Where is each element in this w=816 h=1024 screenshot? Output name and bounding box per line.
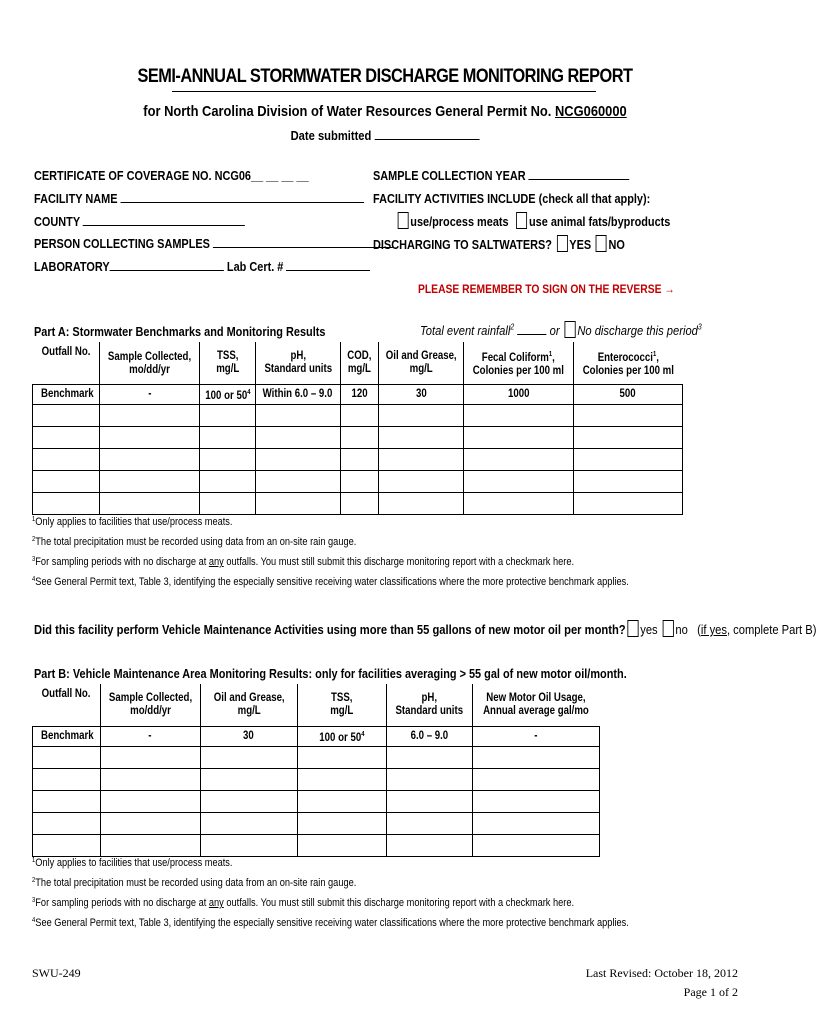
- part-b-header-row: [33, 684, 600, 726]
- footnote-num: 1: [32, 516, 36, 523]
- table-row: [33, 448, 683, 470]
- b-header-tss-l1: TSS,: [331, 691, 353, 704]
- table-cell[interactable]: [297, 768, 387, 790]
- county-field[interactable]: [34, 214, 245, 229]
- b-header-ph-l1: pH,: [421, 691, 438, 704]
- footnote-num: 4: [32, 576, 36, 583]
- date-submitted: [54, 128, 716, 143]
- footnote-text: See General Permit text, Table 3, identifying the especially sensitive receiving water classifications where the more protective benchmark applies.: [35, 917, 629, 929]
- b-header-ph-l2: Standard units: [395, 704, 464, 717]
- facility-name-line[interactable]: [121, 191, 365, 203]
- activities-label: FACILITY ACTIVITIES INCLUDE (check all that apply):: [373, 191, 651, 206]
- table-cell[interactable]: [473, 768, 600, 790]
- activities-options: [396, 212, 670, 229]
- header-tss-l2: mg/L: [215, 362, 239, 375]
- benchmark-cell: [573, 384, 682, 404]
- footnote-text: For sampling periods with no discharge at: [35, 897, 209, 909]
- vehicle-question-text: Did this facility perform Vehicle Maintenance Activities using more than 55 gallons of new motor oil per month?: [34, 622, 626, 637]
- header-cod: [341, 342, 379, 384]
- table-cell[interactable]: [341, 426, 379, 448]
- header-ent-l2: Colonies per 100 ml: [582, 364, 674, 377]
- header-sample-l2: mo/dd/yr: [129, 364, 170, 377]
- header-tss-l1: TSS,: [216, 349, 239, 362]
- footnote-text: outfalls. You must still submit this discharge monitoring report with a checkmark here.: [223, 556, 575, 568]
- county-line[interactable]: [83, 214, 245, 226]
- table-cell[interactable]: [255, 404, 340, 426]
- use-meats-checkbox[interactable]: [398, 212, 409, 229]
- table-cell[interactable]: [378, 404, 463, 426]
- benchmark-cell: [255, 384, 340, 404]
- table-cell[interactable]: [464, 404, 574, 426]
- table-cell[interactable]: [99, 404, 199, 426]
- table-cell[interactable]: [200, 790, 297, 812]
- footnote-a1: [32, 516, 232, 528]
- footnote-text: The total precipitation must be recorded using data from an on-site rain gauge.: [35, 536, 357, 548]
- header-oil-grease: [378, 342, 463, 384]
- table-row: [33, 768, 600, 790]
- table-cell[interactable]: [387, 768, 473, 790]
- header-outfall: [33, 342, 100, 384]
- benchmark-cell: [464, 384, 574, 404]
- saltwaters-yes-label: YES: [569, 237, 592, 252]
- part-a-table: [32, 342, 683, 515]
- table-cell[interactable]: [573, 470, 682, 492]
- person-field[interactable]: [34, 236, 393, 251]
- footnote-underline: any: [208, 897, 224, 909]
- table-cell[interactable]: [255, 492, 340, 514]
- table-cell[interactable]: [99, 492, 199, 514]
- use-meats-label: use/process meats: [410, 214, 509, 229]
- table-cell[interactable]: [573, 404, 682, 426]
- laboratory-field[interactable]: [34, 259, 370, 274]
- use-fats-checkbox[interactable]: [516, 212, 527, 229]
- rainfall-label: Total event rainfall: [420, 323, 511, 338]
- person-label: PERSON COLLECTING SAMPLES: [34, 236, 210, 251]
- table-cell[interactable]: [297, 790, 387, 812]
- table-cell[interactable]: [100, 834, 200, 856]
- benchmark-ent: 500: [619, 387, 636, 400]
- benchmark-cell: [378, 384, 463, 404]
- b-benchmark-sample: -: [148, 729, 152, 742]
- saltwaters-row: [373, 235, 625, 252]
- facility-name-field[interactable]: [34, 191, 364, 206]
- b-header-motor-oil: [473, 684, 600, 726]
- table-cell[interactable]: [200, 746, 297, 768]
- page-number: Page 1 of 2: [683, 985, 738, 999]
- table-cell[interactable]: [33, 834, 101, 856]
- table-cell[interactable]: [464, 426, 574, 448]
- table-cell[interactable]: [378, 470, 463, 492]
- benchmark-label: Benchmark: [41, 387, 94, 400]
- table-cell[interactable]: [199, 470, 255, 492]
- vehicle-no-checkbox[interactable]: [662, 620, 673, 637]
- benchmark-cell: [99, 384, 199, 404]
- table-cell[interactable]: [100, 790, 200, 812]
- footnote-a3: [32, 556, 574, 568]
- table-cell[interactable]: [33, 812, 101, 834]
- sign-reminder: PLEASE REMEMBER TO SIGN ON THE REVERSE →: [418, 282, 675, 296]
- permit-number: NCG060000: [554, 103, 627, 120]
- report-title: SEMI-ANNUAL STORMWATER DISCHARGE MONITORING REPORT: [137, 66, 633, 87]
- benchmark-tss-sup: 4: [246, 388, 250, 396]
- table-cell[interactable]: [199, 404, 255, 426]
- sample-year-field[interactable]: [373, 168, 630, 183]
- benchmark-cell: [297, 726, 387, 746]
- form-id: SWU-249: [32, 966, 81, 980]
- or-label: or: [549, 323, 560, 338]
- footnote-num: 3: [32, 897, 36, 904]
- table-row: [33, 834, 600, 856]
- coc-label: CERTIFICATE OF COVERAGE NO. NCG06__ __ __ __: [34, 168, 309, 183]
- saltwaters-label: DISCHARGING TO SALTWATERS?: [373, 237, 552, 252]
- no-discharge-label: No discharge this period: [577, 323, 698, 338]
- b-benchmark-tss-sup: 4: [361, 730, 365, 738]
- b-header-outfall: [33, 684, 101, 726]
- sample-year-label: SAMPLE COLLECTION YEAR: [373, 168, 526, 183]
- benchmark-cod: 120: [351, 387, 368, 400]
- part-a-header-row: [33, 342, 683, 384]
- benchmark-tss: 100 or 50: [204, 389, 247, 402]
- footnote-text: For sampling periods with no discharge at: [35, 556, 209, 568]
- header-tss: [199, 342, 255, 384]
- vehicle-yes-checkbox[interactable]: [627, 620, 638, 637]
- table-cell[interactable]: [473, 812, 600, 834]
- table-cell[interactable]: [297, 834, 387, 856]
- footnote-b1: [32, 857, 232, 869]
- benchmark-cell: [199, 384, 255, 404]
- header-ph-l1: pH,: [290, 349, 306, 362]
- table-cell[interactable]: [341, 404, 379, 426]
- table-cell[interactable]: [33, 470, 100, 492]
- footnote-num: 4: [32, 917, 36, 924]
- header-ent-sup: 1: [652, 350, 657, 358]
- table-cell[interactable]: [473, 834, 600, 856]
- table-cell[interactable]: [255, 426, 340, 448]
- b-header-tss: [297, 684, 387, 726]
- no-discharge-checkbox[interactable]: [564, 321, 575, 338]
- lab-cert-label: Lab Cert. #: [226, 259, 284, 274]
- benchmark-og: 30: [415, 387, 427, 400]
- b-header-sample-l1: Sample Collected,: [108, 691, 192, 704]
- table-cell[interactable]: [387, 746, 473, 768]
- vehicle-question: [34, 620, 816, 637]
- table-cell[interactable]: [33, 426, 100, 448]
- footnote-a2: [32, 536, 356, 548]
- footnote-num: 2: [32, 877, 36, 884]
- laboratory-label: LABORATORY: [34, 259, 110, 274]
- rainfall-field[interactable]: [517, 323, 546, 335]
- table-cell[interactable]: [464, 470, 574, 492]
- facility-name-label: FACILITY NAME: [34, 191, 118, 206]
- b-header-og-l1: Oil and Grease,: [213, 691, 285, 704]
- footnote-text: outfalls. You must still submit this discharge monitoring report with a checkmark here.: [223, 897, 575, 909]
- table-cell[interactable]: [473, 790, 600, 812]
- b-header-oil-grease: [200, 684, 297, 726]
- header-cod-l2: mg/L: [347, 362, 371, 375]
- footnote-text: See General Permit text, Table 3, identifying the especially sensitive receiving water classifications where the more protective benchmark applies.: [35, 576, 629, 588]
- header-ph: [255, 342, 340, 384]
- table-cell[interactable]: [573, 492, 682, 514]
- lab-cert-line[interactable]: [286, 259, 370, 271]
- coc-field[interactable]: [34, 168, 309, 183]
- table-cell[interactable]: [33, 448, 100, 470]
- b-header-tss-l2: mg/L: [330, 704, 354, 717]
- table-cell[interactable]: [33, 492, 100, 514]
- rainfall-sup: 2: [510, 322, 515, 332]
- b-header-mo-l1: New Motor Oil Usage,: [486, 691, 586, 704]
- saltwaters-no-label: NO: [608, 237, 625, 252]
- date-submitted-field[interactable]: [374, 128, 479, 140]
- footnote-text: Only applies to facilities that use/process meats.: [35, 857, 233, 869]
- footnote-b4: [32, 917, 629, 929]
- b-benchmark-row: [33, 726, 600, 746]
- table-cell[interactable]: [199, 426, 255, 448]
- date-submitted-label: Date submitted: [290, 128, 372, 143]
- table-cell[interactable]: [378, 448, 463, 470]
- use-fats-label: use animal fats/byproducts: [528, 214, 671, 229]
- table-cell[interactable]: [33, 746, 101, 768]
- header-ent-l1: Enterococci: [597, 351, 653, 364]
- table-cell[interactable]: [378, 492, 463, 514]
- header-cod-l1: COD,: [347, 349, 372, 362]
- table-cell[interactable]: [464, 492, 574, 514]
- table-cell[interactable]: [99, 470, 199, 492]
- saltwaters-yes-checkbox[interactable]: [557, 235, 568, 252]
- b-benchmark-label: Benchmark: [41, 729, 94, 742]
- benchmark-fc: 1000: [507, 387, 530, 400]
- table-row: [33, 492, 683, 514]
- footnote-b2: [32, 877, 356, 889]
- table-row: [33, 746, 600, 768]
- benchmark-cell: [33, 384, 100, 404]
- table-cell[interactable]: [387, 812, 473, 834]
- table-row: [33, 790, 600, 812]
- vehicle-note: [697, 622, 816, 637]
- table-cell[interactable]: [33, 768, 101, 790]
- header-fc-l2: Colonies per 100 ml: [472, 364, 565, 377]
- table-row: [33, 404, 683, 426]
- table-cell[interactable]: [387, 834, 473, 856]
- table-cell[interactable]: [199, 492, 255, 514]
- table-cell[interactable]: [100, 768, 200, 790]
- part-b-title: Part B: Vehicle Maintenance Area Monitoring Results: only for facilities averaging > 55 gal of new motor oil/month.: [34, 666, 627, 681]
- header-outfall-label: Outfall No.: [41, 346, 91, 358]
- sample-year-line[interactable]: [529, 168, 630, 180]
- part-b-table: [32, 684, 600, 857]
- no-discharge-sup: 3: [697, 322, 702, 332]
- vehicle-note-rest: , complete Part B): [726, 622, 816, 637]
- footnote-text: Only applies to facilities that use/process meats.: [35, 516, 233, 528]
- person-line[interactable]: [213, 236, 393, 248]
- table-cell[interactable]: [99, 448, 199, 470]
- table-cell[interactable]: [297, 812, 387, 834]
- table-cell[interactable]: [199, 448, 255, 470]
- b-header-ph: [387, 684, 473, 726]
- header-fecal-coliform: Fecal Coliform$^1$, Colonies per 100 ml: [464, 342, 574, 384]
- b-header-sample-l2: mo/dd/yr: [129, 704, 171, 717]
- b-benchmark-motor-oil: -: [534, 729, 538, 742]
- header-og-l2: mg/L: [409, 362, 433, 375]
- rainfall-row: [420, 321, 702, 338]
- footnote-underline: any: [208, 556, 224, 568]
- title-underline: [172, 91, 596, 92]
- table-cell[interactable]: [100, 812, 200, 834]
- table-cell[interactable]: [387, 790, 473, 812]
- table-row: [33, 470, 683, 492]
- b-header-sample: [100, 684, 200, 726]
- table-cell[interactable]: [473, 746, 600, 768]
- b-benchmark-og: 30: [243, 729, 255, 742]
- footnote-num: 2: [32, 536, 36, 543]
- footnote-num: 1: [32, 857, 36, 864]
- header-fc-sup: 1: [549, 350, 553, 358]
- b-header-outfall-label: Outfall No.: [41, 688, 91, 700]
- benchmark-ph: Within 6.0 – 9.0: [263, 387, 333, 400]
- table-cell[interactable]: [255, 448, 340, 470]
- table-cell[interactable]: [573, 448, 682, 470]
- report-subtitle: [54, 103, 716, 120]
- footnote-num: 3: [32, 556, 36, 563]
- vehicle-note-open: (: [697, 622, 701, 637]
- b-header-mo-l2: Annual average gal/mo: [483, 704, 590, 717]
- b-benchmark-tss: 100 or 50: [319, 731, 362, 744]
- table-cell[interactable]: [200, 812, 297, 834]
- table-cell[interactable]: [200, 768, 297, 790]
- table-cell[interactable]: [255, 470, 340, 492]
- table-cell[interactable]: [464, 448, 574, 470]
- vehicle-note-if-yes: if yes: [700, 622, 727, 637]
- part-a-title: Part A: Stormwater Benchmarks and Monitoring Results: [34, 324, 326, 339]
- vehicle-yes-label: yes: [640, 622, 658, 637]
- header-sample-l1: Sample Collected,: [107, 351, 192, 364]
- header-ph-l2: Standard units: [264, 362, 332, 375]
- benchmark-cell: [200, 726, 297, 746]
- laboratory-line[interactable]: [110, 259, 224, 271]
- county-label: COUNTY: [34, 214, 80, 229]
- subtitle-prefix: for North Carolina Division of Water Resources General Permit No.: [143, 103, 555, 120]
- benchmark-cell: [473, 726, 600, 746]
- benchmark-cell: [387, 726, 473, 746]
- footnote-text: The total precipitation must be recorded using data from an on-site rain gauge.: [35, 877, 357, 889]
- b-header-og-l2: mg/L: [237, 704, 261, 717]
- last-revised: Last Revised: October 18, 2012: [585, 966, 738, 980]
- table-cell[interactable]: [297, 746, 387, 768]
- table-cell[interactable]: [33, 790, 101, 812]
- header-enterococci: Enterococci$^1$, Colonies per 100 ml: [573, 342, 682, 384]
- table-cell[interactable]: [341, 470, 379, 492]
- table-cell[interactable]: [378, 426, 463, 448]
- header-og-l1: Oil and Grease,: [385, 349, 457, 362]
- table-cell[interactable]: [99, 426, 199, 448]
- b-benchmark-ph: 6.0 – 9.0: [410, 729, 449, 742]
- benchmark-cell: [341, 384, 379, 404]
- vehicle-no-label: no: [675, 622, 688, 637]
- table-cell[interactable]: [573, 426, 682, 448]
- table-cell[interactable]: [341, 492, 379, 514]
- table-cell[interactable]: [200, 834, 297, 856]
- benchmark-cell: [100, 726, 200, 746]
- table-cell[interactable]: [341, 448, 379, 470]
- table-cell[interactable]: [33, 404, 100, 426]
- benchmark-cell: [33, 726, 101, 746]
- header-sample-collected: [99, 342, 199, 384]
- table-row: [33, 426, 683, 448]
- footnote-a4: [32, 576, 629, 588]
- table-row: [33, 812, 600, 834]
- header-fc-l1: Fecal Coliform: [481, 351, 550, 364]
- benchmark-sample: -: [147, 387, 152, 400]
- saltwaters-no-checkbox[interactable]: [596, 235, 607, 252]
- benchmark-row: [33, 384, 683, 404]
- footnote-b3: [32, 897, 574, 909]
- table-cell[interactable]: [100, 746, 200, 768]
